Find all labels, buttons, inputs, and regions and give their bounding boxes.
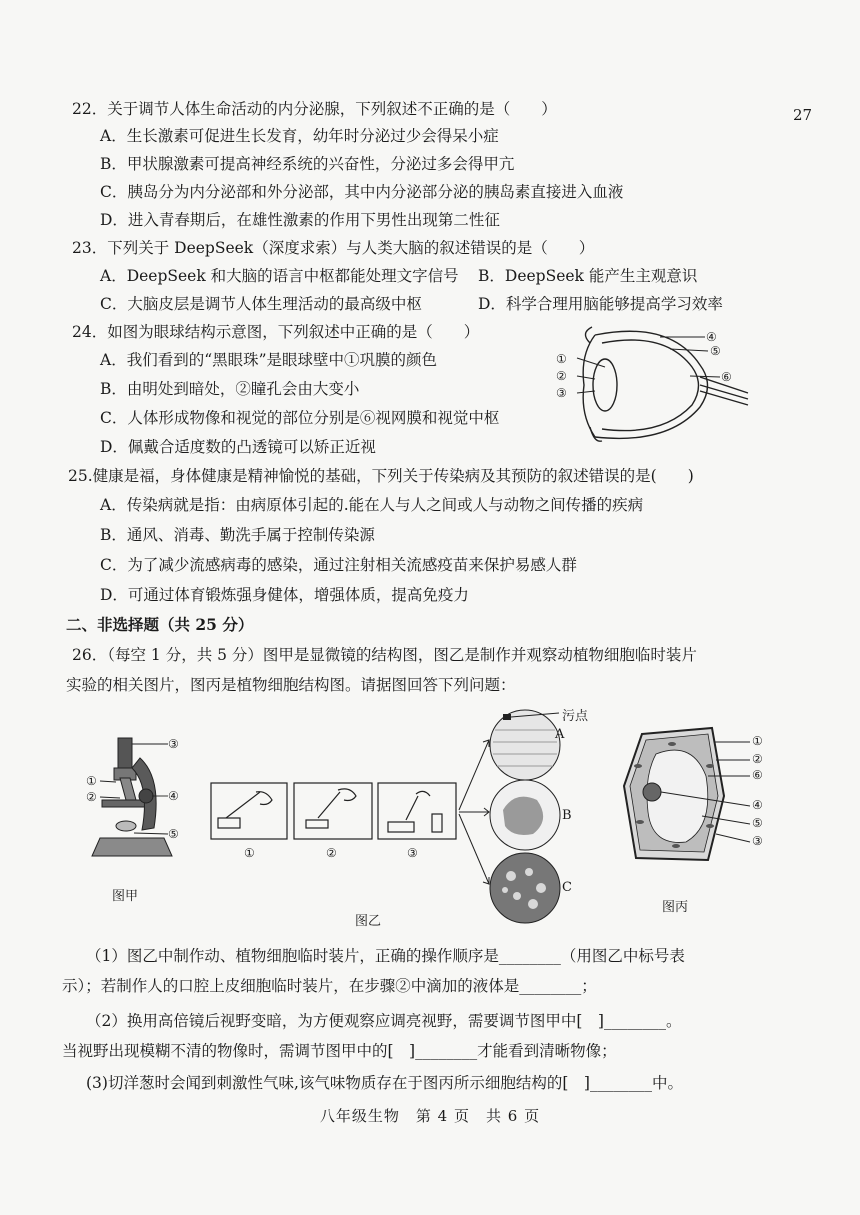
step-label-3: ③	[407, 846, 418, 860]
cell-label-1: ①	[752, 734, 763, 748]
q23-stem: 23．下列关于 DeepSeek（深度求索）与人类大脑的叙述错误的是（ ）	[72, 239, 595, 257]
page-footer: 八年级生物 第 4 页 共 6 页	[319, 1107, 541, 1125]
q22-option-c: C．胰岛分为内分泌部和外分泌部，其中内分泌部分泌的胰岛素直接进入血液	[100, 183, 624, 201]
q23-option-d: D．科学合理用脑能够提高学习效率	[478, 295, 723, 313]
eye-label-1: ①	[556, 352, 567, 366]
plant-cell-diagram	[622, 726, 752, 866]
eye-label-2: ②	[556, 369, 567, 383]
eye-label-3: ③	[556, 386, 567, 400]
q26-sub3: (3)切洋葱时会闻到刺激性气味,该气味物质存在于图丙所示细胞结构的[ ]________中。	[86, 1074, 683, 1092]
micro-label-2: ②	[86, 790, 97, 804]
q22-stem: 22．关于调节人体生命活动的内分泌腺，下列叙述不正确的是（ ）	[72, 100, 557, 118]
q23-option-c: C．大脑皮层是调节人体生理活动的最高级中枢	[100, 295, 422, 313]
q25-option-d: D．可通过体育锻炼强身健体，增强体质，提高免疫力	[100, 586, 469, 604]
q26-sub1-line2: 示）；若制作人的口腔上皮细胞临时装片，在步骤②中滴加的液体是________；	[62, 977, 597, 995]
eye-label-5: ⑤	[710, 344, 721, 358]
figure-bing-caption: 图丙	[662, 900, 689, 915]
section-2-heading: 二、非选择题（共 25 分）	[66, 615, 254, 634]
q26-sub1-line1: （1）图乙中制作动、植物细胞临时装片，正确的操作顺序是________（用图乙中标号表	[86, 947, 685, 965]
stain-mark-label: 污点	[562, 709, 589, 724]
figure-jia-caption: 图甲	[112, 889, 139, 904]
micro-label-1: ①	[86, 774, 97, 788]
eye-label-6: ⑥	[721, 370, 732, 384]
q24-option-d: D．佩戴合适度数的凸透镜可以矫正近视	[100, 438, 376, 456]
q26-sub2-line2: 当视野出现模糊不清的物像时，需调节图甲中的[ ]________才能看到清晰物像；	[62, 1042, 617, 1060]
cell-label-3: ③	[752, 834, 763, 848]
cell-label-4: ④	[752, 798, 763, 812]
q23-option-b: B．DeepSeek 能产生主观意识	[478, 267, 698, 285]
micro-label-3: ③	[168, 737, 179, 751]
page-margin-number: 27	[793, 106, 813, 124]
q25-option-b: B．通风、消毒、勤洗手属于控制传染源	[100, 526, 375, 544]
q25-option-c: C．为了减少流感病毒的感染，通过注射相关流感疫苗来保护易感人群	[100, 556, 577, 574]
cell-label-5: ⑤	[752, 816, 763, 830]
eye-label-4: ④	[706, 330, 717, 344]
eye-diagram	[550, 325, 750, 445]
q22-option-d: D．进入青春期后，在雄性激素的作用下男性出现第二性征	[100, 211, 500, 229]
q25-option-a: A．传染病就是指：由病原体引起的.能在人与人之间或人与动物之间传播的疾病	[100, 496, 644, 514]
q26-stem-line1: 26．（每空 1 分，共 5 分）图甲是显微镜的结构图，图乙是制作并观察动植物细胞临时装片	[72, 646, 697, 664]
cell-label-6: ⑥	[752, 768, 763, 782]
slide-preparation-steps	[210, 782, 460, 842]
q22-option-b: B．甲状腺激素可提高神经系统的兴奋性，分泌过多会得甲亢	[100, 155, 515, 173]
view-label-b: B	[562, 808, 572, 823]
q24-option-a: A．我们看到的“黑眼珠”是眼球壁中①巩膜的颜色	[100, 351, 438, 369]
step-label-1: ①	[244, 846, 255, 860]
view-label-c: C	[562, 880, 572, 895]
micro-label-5: ⑤	[168, 827, 179, 841]
q24-option-b: B．由明处到暗处，②瞳孔会由大变小	[100, 380, 360, 398]
q24-stem: 24．如图为眼球结构示意图，下列叙述中正确的是（ ）	[72, 323, 480, 341]
q24-option-c: C．人体形成物像和视觉的部位分别是⑥视网膜和视觉中枢	[100, 409, 500, 427]
q26-sub2-line1: （2）换用高倍镜后视野变暗，为方便观察应调亮视野，需要调节图甲中[ ]________。	[86, 1012, 682, 1030]
q23-option-a: A．DeepSeek 和大脑的语言中枢都能处理文字信号	[100, 267, 459, 285]
q25-stem: 25.健康是福，身体健康是精神愉悦的基础，下列关于传染病及其预防的叙述错误的是( )	[68, 467, 694, 485]
q26-stem-line2: 实验的相关图片，图丙是植物细胞结构图。请据图回答下列问题：	[66, 676, 516, 694]
figure-yi-caption: 图乙	[355, 914, 382, 929]
step-label-2: ②	[326, 846, 337, 860]
view-label-a: A	[555, 727, 565, 742]
q22-option-a: A．生长激素可促进生长发育，幼年时分泌过少会得呆小症	[100, 127, 499, 145]
cell-label-2: ②	[752, 752, 763, 766]
micro-label-4: ④	[168, 789, 179, 803]
